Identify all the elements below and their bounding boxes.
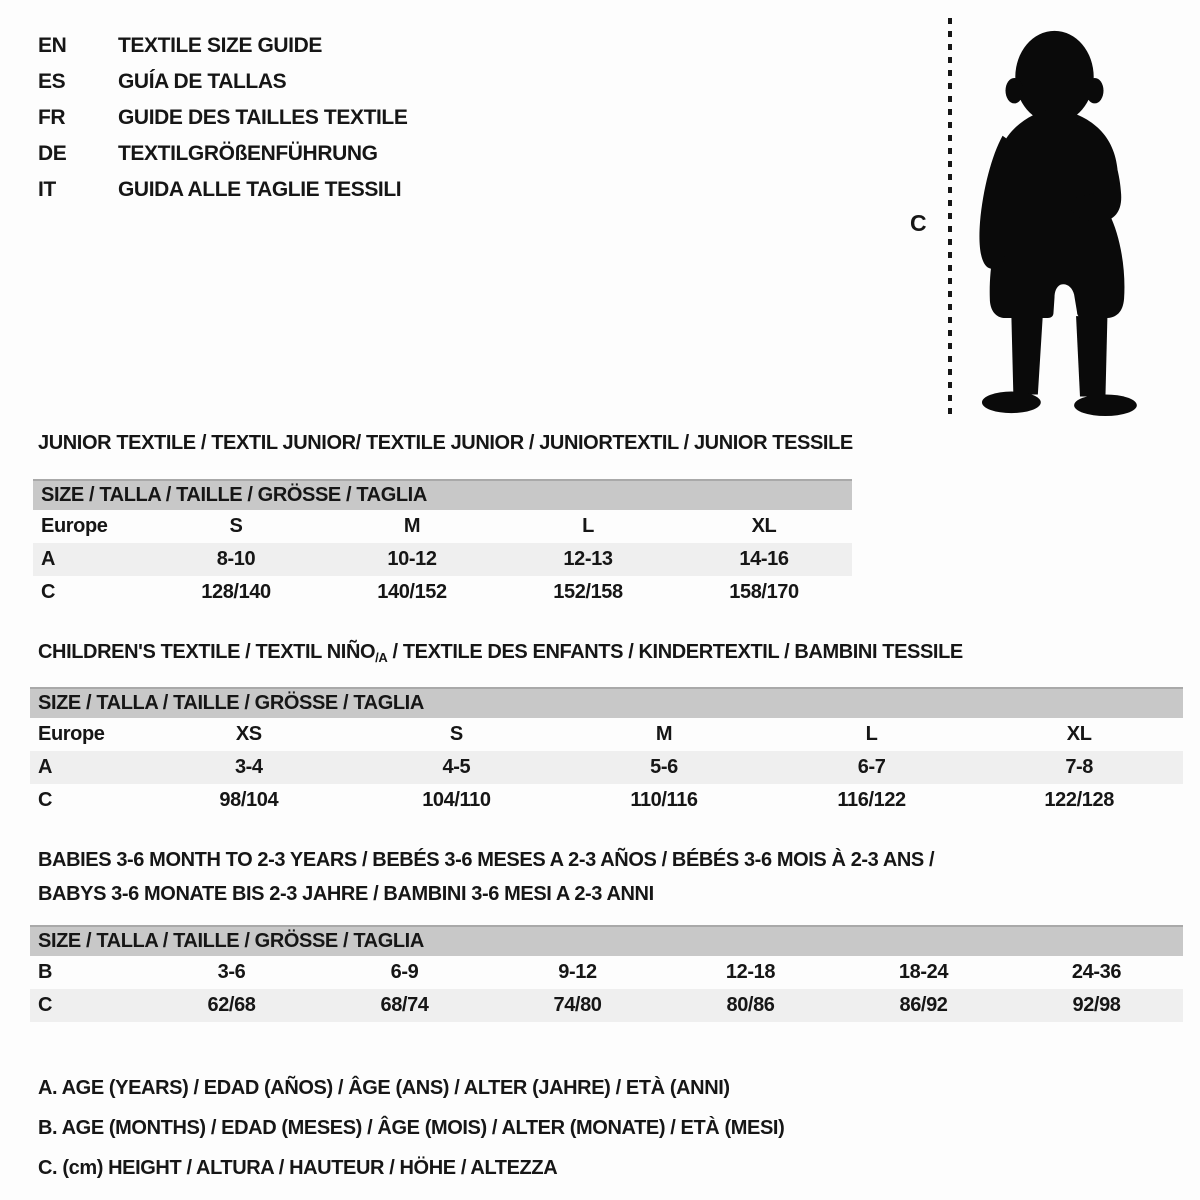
height-marker-label: C <box>910 210 927 236</box>
baby-silhouette <box>966 26 1143 418</box>
table-cell: 8-10 <box>216 548 256 570</box>
language-title: TEXTILGRÖßENFÜHRUNG <box>118 142 378 165</box>
table-row <box>33 576 852 609</box>
babies-size-table <box>30 925 1183 1022</box>
babies-title-line1: BABIES 3-6 MONTH TO 2-3 YEARS / BEBÉS 3-6 MESES A 2-3 AÑOS / BÉBÉS 3-6 MOIS À 2-3 ANS / <box>38 849 935 871</box>
table-cell: XL <box>751 515 777 537</box>
size-header-bar: SIZE / TALLA / TAILLE / GRÖSSE / TAGLIA <box>30 925 1183 956</box>
language-title: TEXTILE SIZE GUIDE <box>118 34 322 57</box>
table-cell: XS <box>235 723 262 745</box>
table-cell: 6-7 <box>857 756 886 778</box>
babies-title-line2: BABYS 3-6 MONATE BIS 2-3 JAHRE / BAMBINI 3-6 MESI A 2-3 ANNI <box>38 883 654 905</box>
language-row <box>38 136 407 172</box>
table-row <box>30 751 1183 784</box>
language-code: EN <box>38 34 67 57</box>
table-cell: S <box>449 723 463 745</box>
children-size-table <box>30 687 1183 817</box>
table-cell: 3-4 <box>234 756 263 778</box>
height-measure-figure <box>900 14 1156 426</box>
table-cell: 86/92 <box>899 994 948 1016</box>
legend-line-age-months: B. AGE (MONTHS) / EDAD (MESES) / ÂGE (MOIS) / ALTER (MONATE) / ETÀ (MESI) <box>38 1117 785 1139</box>
table-cell: 6-9 <box>390 961 419 983</box>
language-title: GUIDA ALLE TAGLIE TESSILI <box>118 178 402 201</box>
language-code: ES <box>38 70 66 93</box>
row-label: C <box>38 789 53 811</box>
table-row <box>33 510 852 543</box>
language-row <box>38 100 407 136</box>
height-dashed-line <box>948 18 952 418</box>
table-cell: 18-24 <box>898 961 949 983</box>
row-label: A <box>38 756 53 778</box>
table-cell: 14-16 <box>739 548 789 570</box>
row-label: Europe <box>38 723 105 745</box>
legend-line-height: C. (cm) HEIGHT / ALTURA / HAUTEUR / HÖHE / ALTEZZA <box>38 1157 558 1179</box>
table-cell: L <box>582 515 594 537</box>
language-code: FR <box>38 106 66 129</box>
table-cell: 122/128 <box>1044 789 1114 811</box>
table-row <box>30 989 1183 1022</box>
table-cell: 128/140 <box>201 581 271 603</box>
table-cell: 7-8 <box>1065 756 1094 778</box>
table-row <box>33 543 852 576</box>
table-cell: 24-36 <box>1071 961 1122 983</box>
table-cell: 68/74 <box>380 994 429 1016</box>
language-title: GUÍA DE TALLAS <box>118 70 287 93</box>
table-cell: 104/110 <box>422 789 491 811</box>
table-cell: 10-12 <box>387 548 437 570</box>
language-title-list <box>38 28 407 208</box>
table-cell: M <box>403 515 421 537</box>
language-code: DE <box>38 142 67 165</box>
row-label: B <box>38 961 53 983</box>
children-title-suffix: / TEXTILE DES ENFANTS / KINDERTEXTIL / BAMBINI TESSILE <box>387 641 963 663</box>
measure-legend <box>38 1068 784 1188</box>
table-row <box>30 718 1183 751</box>
table-cell: M <box>655 723 673 745</box>
row-label: C <box>38 994 53 1016</box>
row-label: C <box>41 581 56 603</box>
table-row <box>30 784 1183 817</box>
junior-section-title: JUNIOR TEXTILE / TEXTIL JUNIOR/ TEXTILE JUNIOR / JUNIORTEXTIL / JUNIOR TESSILE <box>38 432 853 454</box>
language-row <box>38 28 407 64</box>
table-cell: 62/68 <box>207 994 256 1016</box>
table-cell: 140/152 <box>377 581 447 603</box>
table-cell: 92/98 <box>1072 994 1121 1016</box>
children-title-subscript: /A <box>375 650 388 665</box>
legend-line-age-years: A. AGE (YEARS) / EDAD (AÑOS) / ÂGE (ANS) / ALTER (JAHRE) / ETÀ (ANNI) <box>38 1077 730 1099</box>
language-title: GUIDE DES TAILLES TEXTILE <box>118 106 408 129</box>
language-row <box>38 172 407 208</box>
row-label: Europe <box>41 515 108 537</box>
children-section-title <box>38 641 963 664</box>
table-cell: 4-5 <box>442 756 471 778</box>
table-cell: 110/116 <box>630 789 698 811</box>
table-cell: 12-13 <box>563 548 613 570</box>
table-cell: 9-12 <box>558 961 597 983</box>
language-row <box>38 64 407 100</box>
table-cell: S <box>229 515 243 537</box>
table-cell: 12-18 <box>725 961 776 983</box>
children-title-prefix: CHILDREN'S TEXTILE / TEXTIL NIÑO <box>38 641 376 663</box>
table-cell: 80/86 <box>726 994 775 1016</box>
table-cell: L <box>865 723 878 745</box>
table-cell: 98/104 <box>219 789 279 811</box>
babies-section-title <box>38 843 934 911</box>
table-cell: 152/158 <box>553 581 623 603</box>
table-cell: 3-6 <box>217 961 246 983</box>
table-cell: 116/122 <box>837 789 906 811</box>
size-header-bar: SIZE / TALLA / TAILLE / GRÖSSE / TAGLIA <box>30 687 1183 718</box>
row-label: A <box>41 548 56 570</box>
table-cell: XL <box>1066 723 1092 745</box>
junior-size-table <box>33 479 852 609</box>
language-code: IT <box>38 178 56 201</box>
table-cell: 5-6 <box>650 756 678 778</box>
table-cell: 74/80 <box>553 994 602 1016</box>
size-header-bar: SIZE / TALLA / TAILLE / GRÖSSE / TAGLIA <box>33 479 852 510</box>
table-cell: 158/170 <box>729 581 799 603</box>
table-row <box>30 956 1183 989</box>
